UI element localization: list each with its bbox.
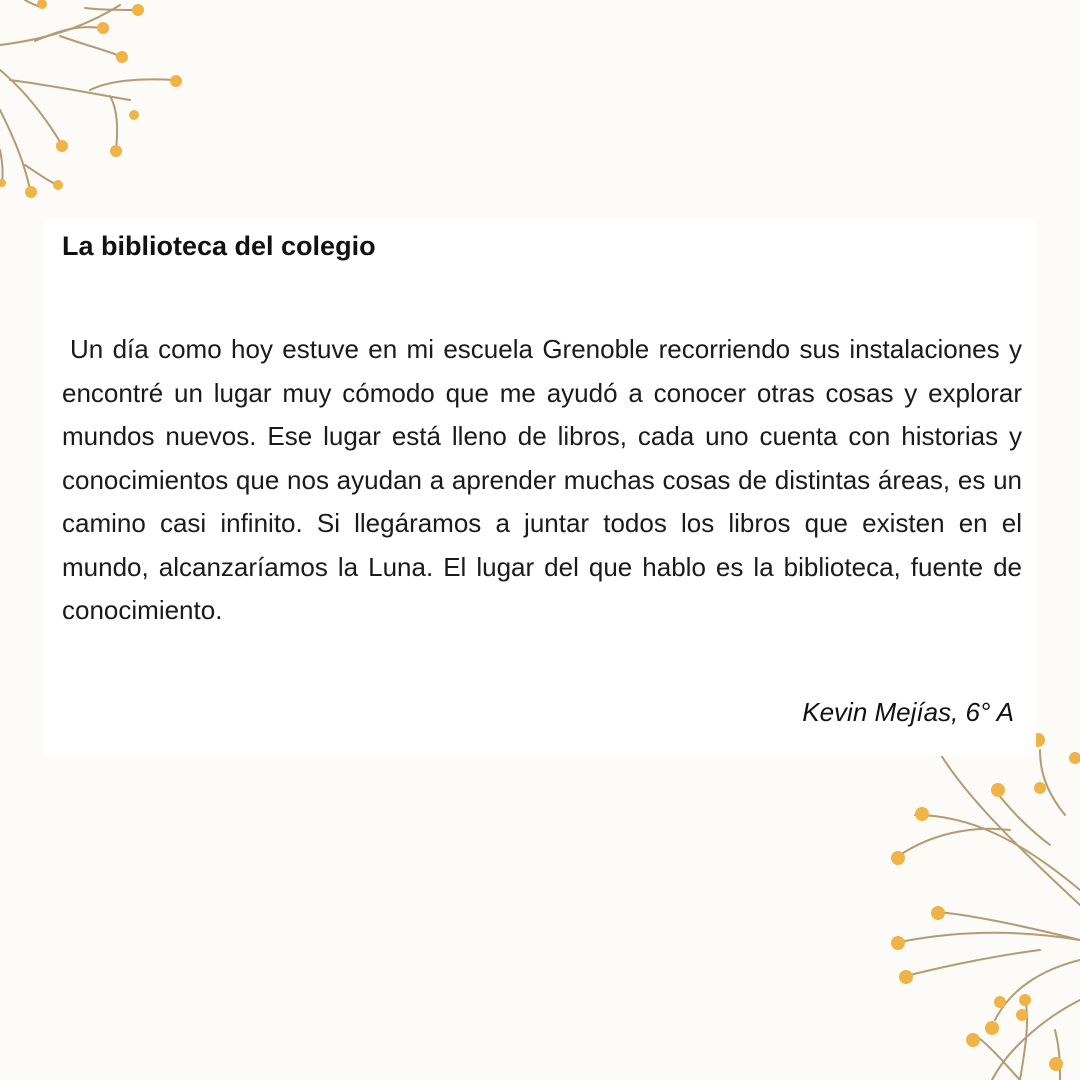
author-signature: Kevin Mejías, 6° A [802, 697, 1014, 727]
document-body: Un día como hoy estuve en mi escuela Grenoble recorriendo sus instalaciones y encontré un lugar muy cómodo que me ayudó a conocer otras cosas y explorar mundos nuevos. Ese lugar está lleno de libros, cada uno cuenta con historias y conocimientos que nos ayudan a aprender muchas cosas de distintas áreas, es un camino casi infinito. Si llegáramos a juntar todos los libros que existen en el mundo, alcanzaríamos la Luna. El lugar del que hablo es la biblioteca, fuente de conocimiento. [62, 334, 1022, 625]
document-card [44, 218, 1036, 756]
floral-branch-bottom-right-icon [880, 730, 1080, 1080]
document-title: La biblioteca del colegio [62, 231, 376, 261]
floral-branch-top-left-icon [0, 0, 200, 200]
